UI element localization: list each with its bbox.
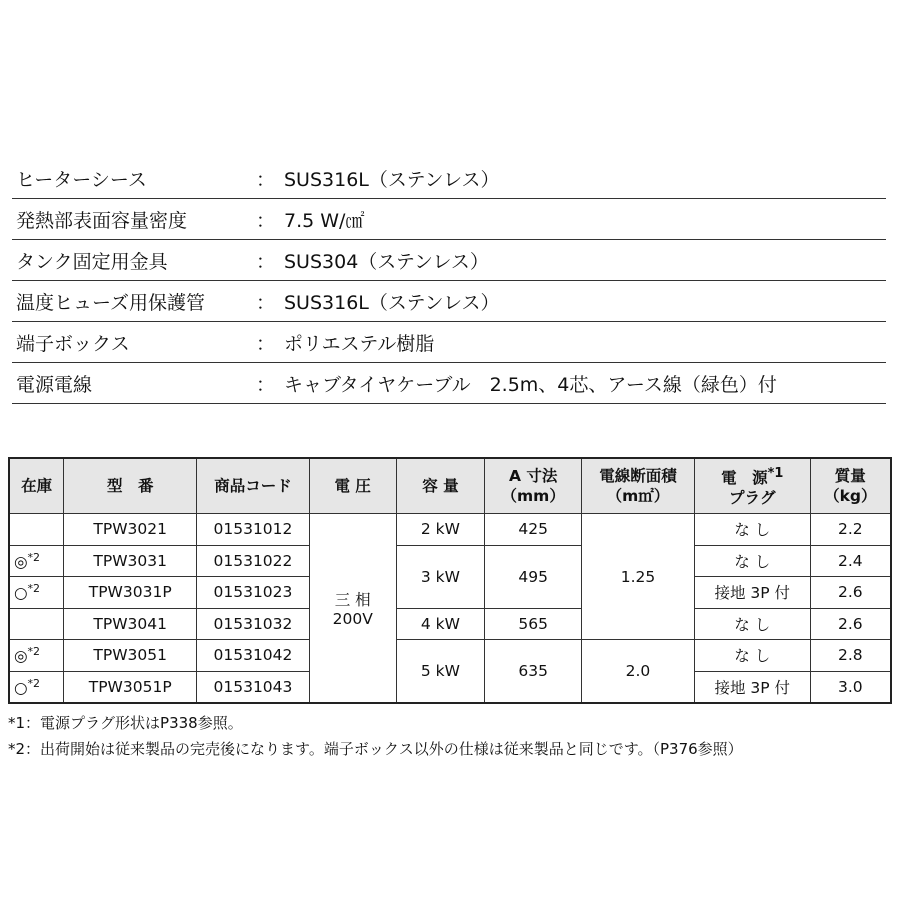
spec-label: 電源電線 bbox=[16, 373, 93, 396]
weight-cell: 2.6 bbox=[810, 577, 891, 609]
code-cell: 01531032 bbox=[197, 608, 310, 640]
table-header-row bbox=[9, 458, 891, 514]
code-cell: 01531043 bbox=[197, 671, 310, 703]
spec-value: SUS304（ステンレス） bbox=[284, 250, 489, 273]
plug-cell: 接地 3P 付 bbox=[694, 577, 810, 609]
stock-cell bbox=[9, 577, 64, 609]
capacity-cell: 5 kW bbox=[396, 640, 485, 704]
plug-cell: な し bbox=[694, 514, 810, 546]
code-cell: 01531023 bbox=[197, 577, 310, 609]
spec-value: SUS316L（ステンレス） bbox=[284, 291, 500, 314]
voltage-phase: 三 相 bbox=[334, 591, 371, 609]
header-plug-label2: プラグ bbox=[728, 489, 776, 508]
spec-row-power-cable bbox=[12, 363, 886, 404]
spec-value: ポリエステル樹脂 bbox=[284, 332, 435, 355]
stock-cell bbox=[9, 671, 64, 703]
header-a-dim bbox=[485, 458, 582, 514]
plug-cell: な し bbox=[694, 640, 810, 672]
weight-cell: 2.2 bbox=[810, 514, 891, 546]
stock-mark: *2 bbox=[27, 550, 41, 564]
header-stock: 在庫 bbox=[9, 458, 64, 514]
header-code: 商品コード bbox=[197, 458, 310, 514]
weight-cell: 2.4 bbox=[810, 545, 891, 577]
model-cell: TPW3051 bbox=[64, 640, 197, 672]
table-row bbox=[9, 514, 891, 546]
model-cell: TPW3021 bbox=[64, 514, 197, 546]
spec-row-fuse-tube bbox=[12, 281, 886, 322]
capacity-cell: 4 kW bbox=[396, 608, 485, 640]
code-cell: 01531022 bbox=[197, 545, 310, 577]
wire-area-cell: 1.25 bbox=[582, 514, 695, 640]
stock-symbol: ◎ bbox=[14, 552, 28, 571]
spec-colon: ： bbox=[256, 168, 276, 191]
spec-label: 温度ヒューズ用保護管 bbox=[16, 291, 206, 314]
a-dim-cell: 635 bbox=[485, 640, 582, 704]
header-voltage: 電 圧 bbox=[309, 458, 396, 514]
a-dim-cell: 425 bbox=[485, 514, 582, 546]
spec-row-density bbox=[12, 199, 886, 240]
spec-label: 端子ボックス bbox=[16, 332, 130, 355]
header-weight-label: 質量 bbox=[834, 467, 866, 485]
code-cell: 01531012 bbox=[197, 514, 310, 546]
stock-cell bbox=[9, 514, 64, 546]
weight-cell: 2.6 bbox=[810, 608, 891, 640]
code-cell: 01531042 bbox=[197, 640, 310, 672]
header-wire-area bbox=[582, 458, 695, 514]
a-dim-cell: 495 bbox=[485, 545, 582, 608]
footnote-1: *1：電源プラグ形状はP338参照。 bbox=[8, 714, 243, 732]
wire-area-cell: 2.0 bbox=[582, 640, 695, 704]
spec-row-terminal-box bbox=[12, 322, 886, 363]
stock-mark: *2 bbox=[27, 645, 41, 659]
spec-colon: ： bbox=[256, 332, 276, 355]
voltage-cell bbox=[309, 514, 396, 704]
header-plug bbox=[694, 458, 810, 514]
capacity-cell: 2 kW bbox=[396, 514, 485, 546]
product-table bbox=[8, 457, 892, 704]
model-cell: TPW3051P bbox=[64, 671, 197, 703]
a-dim-cell: 565 bbox=[485, 608, 582, 640]
header-wire-area-label: 電線断面積 bbox=[599, 467, 677, 485]
spec-value: キャブタイヤケーブル 2.5m、4芯、アース線（緑色）付 bbox=[284, 373, 777, 396]
voltage-value: 200V bbox=[332, 610, 373, 628]
spec-value: SUS316L（ステンレス） bbox=[284, 168, 500, 191]
stock-symbol: ◎ bbox=[14, 647, 28, 666]
header-model: 型 番 bbox=[64, 458, 197, 514]
header-wire-area-unit: （m㎡） bbox=[606, 487, 670, 505]
table-row bbox=[9, 640, 891, 672]
stock-mark: *2 bbox=[27, 676, 41, 690]
spec-row-bracket bbox=[12, 240, 886, 281]
header-plug-mark: *1 bbox=[767, 465, 784, 481]
spec-colon: ： bbox=[256, 250, 276, 273]
spec-label: 発熱部表面容量密度 bbox=[16, 209, 188, 232]
model-cell: TPW3041 bbox=[64, 608, 197, 640]
stock-mark: *2 bbox=[27, 582, 41, 596]
plug-cell: 接地 3P 付 bbox=[694, 671, 810, 703]
capacity-cell: 3 kW bbox=[396, 545, 485, 608]
model-cell: TPW3031P bbox=[64, 577, 197, 609]
stock-cell bbox=[9, 608, 64, 640]
table-row bbox=[9, 608, 891, 640]
weight-cell: 2.8 bbox=[810, 640, 891, 672]
plug-cell: な し bbox=[694, 545, 810, 577]
spec-label: ヒーターシース bbox=[16, 168, 147, 191]
header-weight bbox=[810, 458, 891, 514]
table-row bbox=[9, 545, 891, 577]
spec-row-sheath bbox=[12, 158, 886, 199]
stock-symbol: ○ bbox=[14, 678, 28, 697]
header-plug-label: 電 源 bbox=[721, 469, 768, 488]
spec-list bbox=[12, 158, 886, 404]
footnote-2: *2：出荷開始は従来製品の完売後になります。端子ボックス以外の仕様は従来製品と同じです。（P376参照） bbox=[8, 740, 743, 758]
header-a-dim-unit: （mm） bbox=[501, 487, 565, 505]
spec-colon: ： bbox=[256, 291, 276, 314]
spec-colon: ： bbox=[256, 209, 276, 232]
weight-cell: 3.0 bbox=[810, 671, 891, 703]
header-a-dim-label: A 寸法 bbox=[508, 467, 558, 485]
plug-cell: な し bbox=[694, 608, 810, 640]
spec-colon: ： bbox=[256, 373, 276, 396]
footnotes bbox=[8, 710, 743, 762]
stock-symbol: ○ bbox=[14, 584, 28, 603]
stock-cell bbox=[9, 640, 64, 672]
model-cell: TPW3031 bbox=[64, 545, 197, 577]
spec-value: 7.5 W/㎠ bbox=[284, 209, 365, 232]
header-weight-unit: （kg） bbox=[824, 487, 877, 505]
stock-cell bbox=[9, 545, 64, 577]
spec-label: タンク固定用金具 bbox=[16, 250, 168, 273]
header-capacity: 容 量 bbox=[396, 458, 485, 514]
